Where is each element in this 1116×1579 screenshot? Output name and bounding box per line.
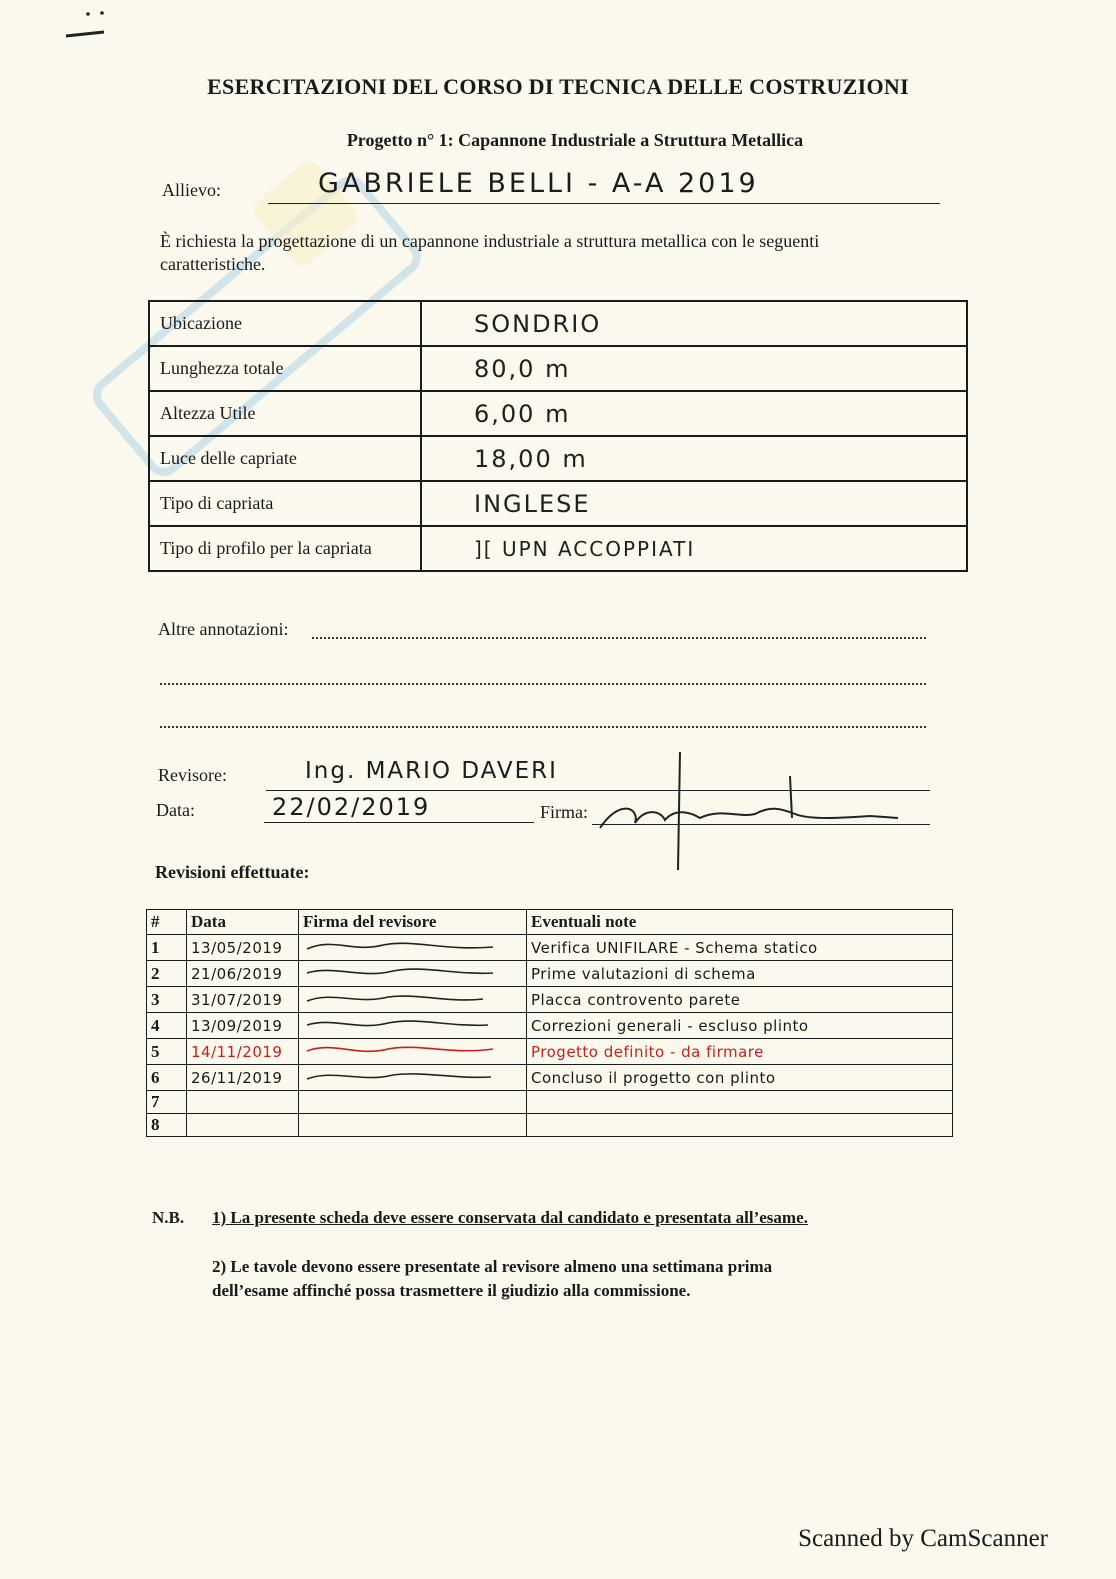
spec-label: Ubicazione xyxy=(149,301,421,346)
document-subtitle: Progetto n° 1: Capannone Industriale a Struttura Metallica xyxy=(346,130,804,150)
annotations-label: Altre annotazioni: xyxy=(158,619,289,639)
row-number: 6 xyxy=(147,1065,187,1091)
spec-label: Tipo di profilo per la capriata xyxy=(149,526,421,571)
annotation-line-1 xyxy=(312,637,926,639)
annotation-line-3 xyxy=(160,726,926,728)
spec-value: SONDRIO xyxy=(421,301,967,346)
row-signature xyxy=(299,987,527,1013)
spec-row-length xyxy=(149,346,967,391)
table-row xyxy=(147,1039,953,1065)
student-value: GABRIELE BELLI - A-A 2019 xyxy=(318,168,759,199)
table-row xyxy=(147,961,953,987)
row-date xyxy=(187,1114,299,1137)
row-date: 13/09/2019 xyxy=(187,1013,299,1039)
signature-label: Firma: xyxy=(540,802,588,822)
spec-value: 18,00 m xyxy=(421,436,967,481)
reviewer-label: Revisore: xyxy=(158,765,227,785)
row-date xyxy=(187,1091,299,1114)
note-2-line2: dell’esame affinché possa trasmettere il giudizio alla commissione. xyxy=(212,1281,691,1300)
spec-value: ][ UPN ACCOPPIATI xyxy=(421,526,967,571)
revisions-table xyxy=(146,909,953,1137)
table-row xyxy=(147,935,953,961)
row-number: 8 xyxy=(147,1114,187,1137)
intro-text-line2: caratteristiche. xyxy=(160,254,266,274)
column-header: Data xyxy=(187,910,299,935)
spec-table xyxy=(148,300,968,572)
row-number: 4 xyxy=(147,1013,187,1039)
document-title: ESERCITAZIONI DEL CORSO DI TECNICA DELLE COSTRUZIONI xyxy=(207,74,909,99)
table-row xyxy=(147,1091,953,1114)
row-number: 1 xyxy=(147,935,187,961)
note-2 xyxy=(212,1255,974,1303)
column-header: Eventuali note xyxy=(527,910,953,935)
row-date: 31/07/2019 xyxy=(187,987,299,1013)
table-row xyxy=(147,1065,953,1091)
student-label: Allievo: xyxy=(162,180,221,200)
row-note: Prime valutazioni di schema xyxy=(527,961,953,987)
row-note: Progetto definito - da firmare xyxy=(527,1039,953,1065)
notes-label: N.B. xyxy=(152,1208,185,1227)
spec-value: 6,00 m xyxy=(421,391,967,436)
table-row xyxy=(147,987,953,1013)
row-date: 14/11/2019 xyxy=(187,1039,299,1065)
column-header: Firma del revisore xyxy=(299,910,527,935)
student-underline xyxy=(268,203,940,204)
note-1 xyxy=(212,1208,808,1228)
spec-row-profile xyxy=(149,526,967,571)
row-signature xyxy=(299,961,527,987)
row-note: Placca controvento parete xyxy=(527,987,953,1013)
spec-row-span xyxy=(149,436,967,481)
reviewer-value: Ing. MARIO DAVERI xyxy=(305,758,558,784)
spec-label: Tipo di capriata xyxy=(149,481,421,526)
spec-label: Lunghezza totale xyxy=(149,346,421,391)
spec-row-location xyxy=(149,301,967,346)
row-date: 26/11/2019 xyxy=(187,1065,299,1091)
row-note: Correzioni generali - escluso plinto xyxy=(527,1013,953,1039)
reviewer-signature-icon xyxy=(580,748,910,873)
spec-label: Altezza Utile xyxy=(149,391,421,436)
row-note xyxy=(527,1114,953,1137)
row-signature xyxy=(299,1039,527,1065)
spec-row-truss-type xyxy=(149,481,967,526)
row-signature xyxy=(299,1114,527,1137)
row-signature xyxy=(299,935,527,961)
spec-row-height xyxy=(149,391,967,436)
row-note: Concluso il progetto con plinto xyxy=(527,1065,953,1091)
revisions-heading: Revisioni effettuate: xyxy=(155,862,310,882)
row-number: 2 xyxy=(147,961,187,987)
note-1-text: 1) La presente scheda deve essere conservata dal candidato e presentata all’esame. xyxy=(212,1208,808,1227)
table-row xyxy=(147,1114,953,1137)
date-underline xyxy=(264,822,534,823)
row-number: 3 xyxy=(147,987,187,1013)
table-row xyxy=(147,1013,953,1039)
row-signature xyxy=(299,1065,527,1091)
row-signature xyxy=(299,1013,527,1039)
row-note xyxy=(527,1091,953,1114)
row-date: 21/06/2019 xyxy=(187,961,299,987)
row-number: 5 xyxy=(147,1039,187,1065)
intro-text-line1: È richiesta la progettazione di un capannone industriale a struttura metallica con le seguenti xyxy=(160,231,820,251)
spec-value: INGLESE xyxy=(421,481,967,526)
date-value: 22/02/2019 xyxy=(272,793,431,821)
row-note: Verifica UNIFILARE - Schema statico xyxy=(527,935,953,961)
note-2-line1: 2) Le tavole devono essere presentate al revisore almeno una settimana prima xyxy=(212,1257,773,1276)
row-date: 13/05/2019 xyxy=(187,935,299,961)
annotation-line-2 xyxy=(160,683,926,685)
revisions-header-row xyxy=(147,910,953,935)
date-label: Data: xyxy=(156,800,195,820)
scan-mark-icon xyxy=(62,8,112,42)
row-number: 7 xyxy=(147,1091,187,1114)
column-header: # xyxy=(147,910,187,935)
row-signature xyxy=(299,1091,527,1114)
spec-label: Luce delle capriate xyxy=(149,436,421,481)
spec-value: 80,0 m xyxy=(421,346,967,391)
scanner-footer: Scanned by CamScanner xyxy=(798,1525,1048,1552)
